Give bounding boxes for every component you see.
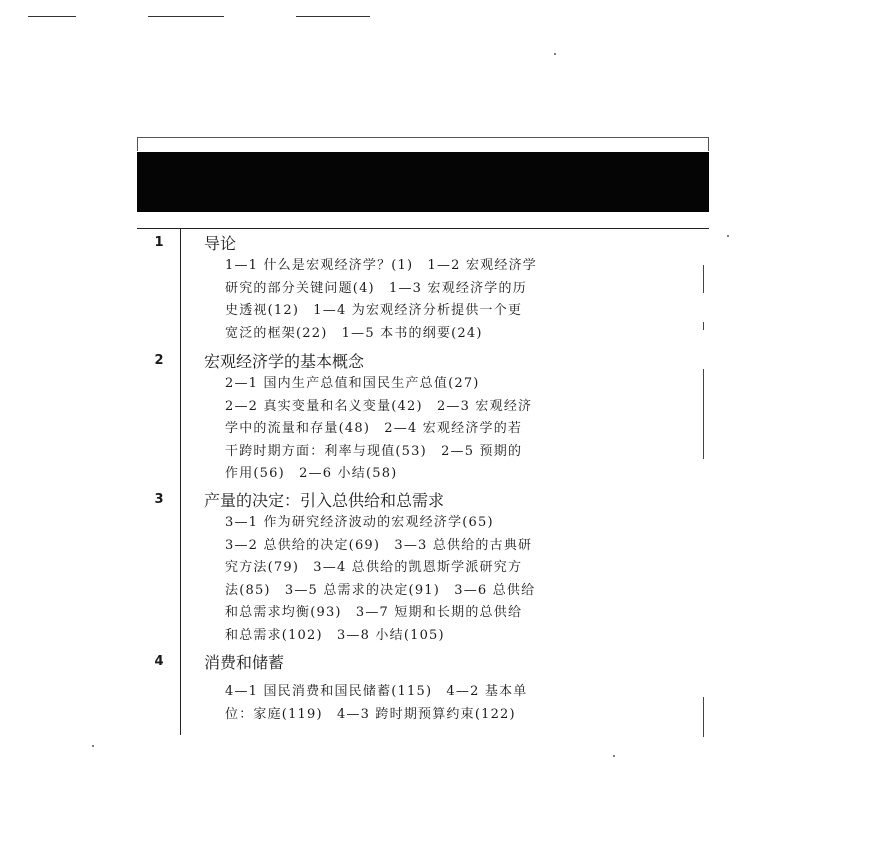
header-rule [137, 228, 709, 229]
number-column-divider [180, 229, 181, 735]
top-rule-3 [296, 16, 370, 17]
top-rule-2 [148, 16, 224, 17]
section-line: 史透视(12) 1—4 为宏观经济分析提供一个更 [225, 303, 523, 318]
right-margin-mark [703, 265, 704, 293]
frame-top-line [137, 137, 709, 138]
section-line: 学中的流量和存量(48) 2—4 宏观经济学的若 [225, 421, 523, 436]
section-line: 和总需求均衡(93) 3—7 短期和长期的总供给 [225, 605, 523, 620]
section-line: 2—2 真实变量和名义变量(42) 2—3 宏观经济 [225, 398, 533, 414]
section-line: 4—1 国民消费和国民储蓄(115) 4—2 基本单 [225, 684, 528, 699]
contents-frame [137, 137, 709, 737]
chapter-number: 3 [154, 492, 164, 507]
frame-left-edge [137, 137, 138, 151]
chapter-number: 1 [154, 235, 164, 250]
top-rule-1 [28, 16, 76, 17]
chapter-sections [225, 255, 687, 345]
section-line: 法(85) 3—5 总需求的决定(91) 3—6 总供给 [225, 582, 536, 598]
section-line: 3—1 作为研究经济波动的宏观经济学(65) [225, 515, 494, 530]
section-line: 位：家庭(119) 4—3 跨时期预算约束(122) [225, 706, 516, 722]
right-margin-mark [703, 369, 704, 459]
scan-speck [92, 745, 94, 747]
chapter-sections [225, 373, 687, 486]
section-line: 宽泛的框架(22) 1—5 本书的纲要(24) [225, 325, 483, 341]
scan-speck [554, 53, 556, 55]
chapter-title: 产量的决定：引入总供给和总需求 [204, 491, 445, 510]
chapter-number: 4 [154, 654, 164, 669]
scan-speck [613, 755, 615, 757]
section-line: 1—1 什么是宏观经济学？(1) 1—2 宏观经济学 [225, 258, 537, 273]
section-line: 2—1 国内生产总值和国民生产总值(27) [225, 376, 480, 391]
right-margin-mark [703, 322, 704, 330]
chapter-title: 消费和储蓄 [204, 653, 285, 672]
section-line: 研究的部分关键问题(4) 1—3 宏观经济学的历 [225, 280, 527, 296]
right-margin-mark [703, 697, 704, 737]
section-line: 和总需求(102) 3—8 小结(105) [225, 627, 445, 643]
chapter-title: 宏观经济学的基本概念 [204, 352, 365, 371]
section-line: 干跨时期方面：利率与现值(53) 2—5 预期的 [225, 443, 523, 459]
section-line: 究方法(79) 3—4 总供给的凯恩斯学派研究方 [225, 560, 523, 575]
chapter-sections [225, 512, 687, 647]
section-line: 作用(56) 2—6 小结(58) [225, 466, 398, 481]
section-line: 3—2 总供给的决定(69) 3—3 总供给的古典研 [225, 537, 533, 553]
chapter-sections [225, 681, 687, 726]
chapter-title: 导论 [204, 234, 237, 253]
chapter-number: 2 [154, 353, 164, 368]
header-black-band [137, 152, 709, 212]
frame-right-edge [708, 137, 709, 151]
scan-speck [727, 235, 729, 237]
